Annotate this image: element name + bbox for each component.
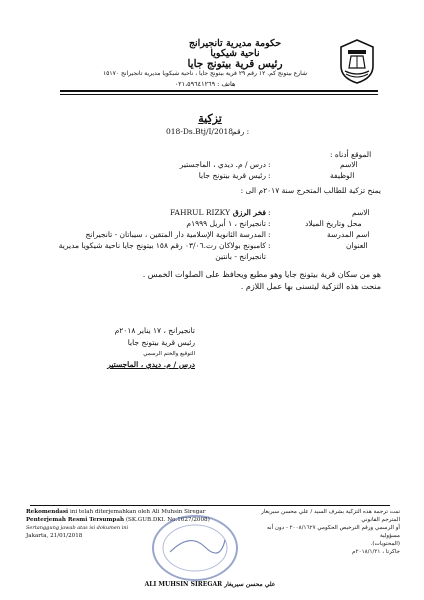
header-address: شارع بيتونج كم. ١٢ رقم ٢٩ قرية بيتونج جايا ، ناحية شيكويا مديرية تانجيرانج ١٥١٧٠ <box>102 70 308 77</box>
government-header-line2: ناحية شيكويا <box>210 48 260 59</box>
signer-job-label: الوظيفة <box>330 171 355 180</box>
statement-line1: هو من سكان قرية بيتونج جايا وهو مطيع ويحافظ على الصلوات الخمس . <box>142 270 381 279</box>
colon: : <box>268 208 271 217</box>
header-divider-thick <box>60 90 378 92</box>
colon: : <box>268 160 271 169</box>
signer-job-value: رئيس قرية بيتونج جايا <box>198 171 266 180</box>
student-address-value-line2: تانجيرانج - بانتين <box>215 252 266 261</box>
student-birth-value: تانجيرانج ، ١ أبريل ١٩٩٩م <box>186 219 266 228</box>
signer-name-label: الاسم <box>340 160 358 169</box>
signature-name: درس / م. ديدي ، الماجستير <box>107 360 195 369</box>
translator-title: Penterjemah Resmi Tersumpah <box>26 517 125 523</box>
header-divider-thin <box>60 94 378 95</box>
student-birth-label: محل وتاريخ الميلاد <box>305 219 362 228</box>
signature-subtitle: التوقيع والختم الرسمي <box>143 351 195 357</box>
translator-note-ar-line1: تمت ترجمة هذه التزكية بشرف السيد / علي محسن سيريغار المترجم القانوني <box>261 509 400 523</box>
document-number-value: 018-Ds.Btj/I/2018 <box>166 127 234 136</box>
header-phone: هاتف : ٠٢١،٥٩٦٤١٢٦٩ <box>174 80 236 88</box>
colon: : <box>268 230 271 239</box>
government-header-line3: رئيس قرية بيتونج جايا <box>187 58 283 70</box>
footer-divider <box>30 505 390 506</box>
signature-title: رئيس قرية بيتونج جايا <box>127 338 195 347</box>
translator-signature-name: ALI MUHSIN SIREGAR علي محسن سيريغار <box>144 581 276 588</box>
translator-date: Jakarta, 21/01/2018 <box>26 533 83 539</box>
student-school-value: المدرسة الثانوية الإسلامية دار المتقين ، سيباتان - تانجيرانج <box>85 230 266 239</box>
translator-note-bold: Rekomendasi <box>26 509 69 515</box>
translator-stamp <box>150 512 240 584</box>
translator-note-ar-line2: أو الرسمي ورقم الترخيص الحكومي ٢٠٠٨/١٦٢٧ - دون أنه مسؤولية <box>267 525 400 539</box>
translator-responsibility: Sertanggung jawab atas isi dokumen ini <box>26 525 129 531</box>
signature-place-date: تانجيرانج ، ١٧ يناير ٢٠١٨م <box>114 326 195 335</box>
statement-line2: منحت هذه التزكية ليتسنى بها عمل اللازم . <box>240 282 381 291</box>
translator-note-ar-line4: جاكرتا ، ٢٠١٨/١/٢١م <box>352 549 400 555</box>
translator-license: (SK.GUB.DKI. No.1627/2008) <box>125 517 210 523</box>
student-school-label: اسم المدرسة <box>327 230 370 239</box>
signer-name-value: درس / م. ديدي ، الماجستير <box>179 160 266 169</box>
student-address-label: العنوان <box>346 241 368 250</box>
translator-note-text: ini telah diterjemahkan oleh Ali Muhsin Siregar <box>69 509 206 515</box>
intro-text: يمنح تزكية للطالب المتخرج سنة ٢٠١٧م الى : <box>240 186 381 195</box>
government-header-line1: حكومة مديرية تانجيرانج <box>188 38 282 49</box>
student-name-arabic: فخر الرزق <box>232 208 266 217</box>
translator-note-ar-line3: (المحتويات). <box>370 541 400 547</box>
translator-note-arabic <box>252 508 400 556</box>
student-name-label: الاسم <box>352 208 370 217</box>
student-name-latin: FAHRUL RIZKY <box>170 208 231 217</box>
colon: : <box>268 241 271 250</box>
signer-heading: الموقع أدناه : <box>330 150 372 159</box>
colon: : <box>268 171 271 180</box>
document-number-label: : رقم <box>232 127 250 136</box>
colon: : <box>268 219 271 228</box>
regency-emblem-logo <box>338 38 376 84</box>
document-title: تزكية <box>198 112 222 125</box>
student-address-value-line1: كامبونج بولاكان رت.٠٣/٠٦ رقم ١٥٨ بيتونج جايا ناحية شيكويا مديرية <box>58 241 266 250</box>
